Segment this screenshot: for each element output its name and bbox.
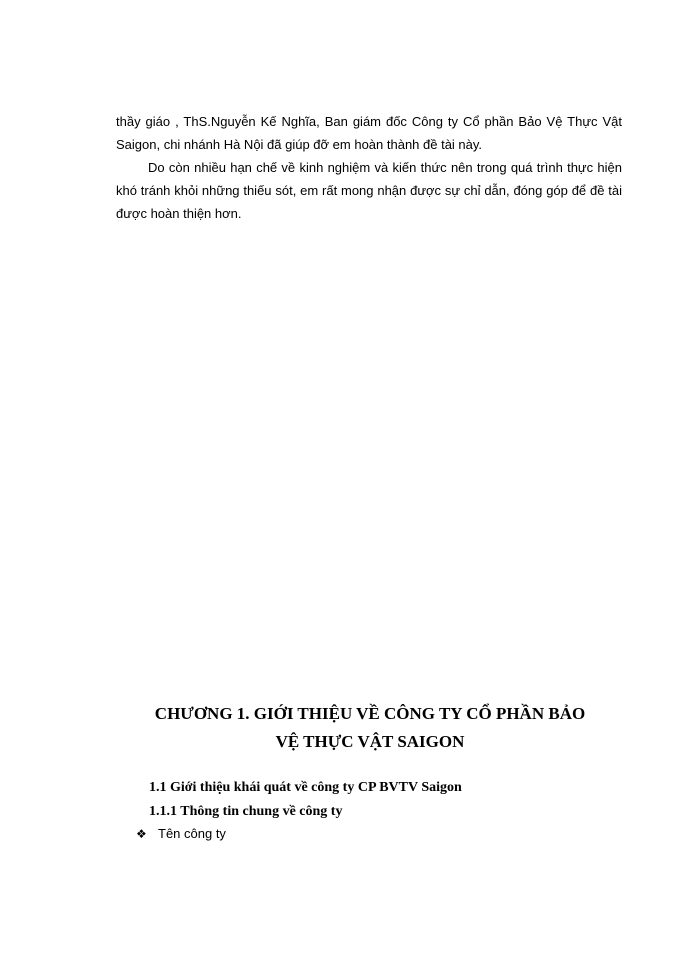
acknowledgement-paragraph-limitations: Do còn nhiều hạn chế về kinh nghiệm và kiến thức nên trong quá trình thực hiện khó tránh khỏi những thiếu sót, em rất mong nhận được sự chỉ dẫn, đóng góp để đề tài được hoàn thiện hơn. (116, 160, 622, 221)
chapter-title (100, 700, 640, 756)
acknowledgement-paragraph-continued: thầy giáo , ThS.Nguyễn Kế Nghĩa, Ban giám đốc Công ty Cổ phần Bảo Vệ Thực Vật Saigon, chi nhánh Hà Nội đã giúp đỡ em hoàn thành đề tài này. (116, 114, 622, 152)
chapter-title-line-2: VỆ THỰC VẬT SAIGON (275, 732, 465, 751)
chapter-title-line-1: CHƯƠNG 1. GIỚI THIỆU VỀ CÔNG TY CỔ PHẦN BẢO (154, 704, 586, 723)
section-heading-1-1-1: 1.1.1 Thông tin chung về công ty (149, 804, 343, 819)
bullet-item-company-name (136, 826, 226, 841)
four-diamond-bullet-icon: ❖ (136, 827, 147, 841)
bullet-item-label: Tên công ty (158, 826, 226, 841)
section-heading-1-1: 1.1 Giới thiệu khái quát về công ty CP BVTV Saigon (149, 780, 462, 795)
